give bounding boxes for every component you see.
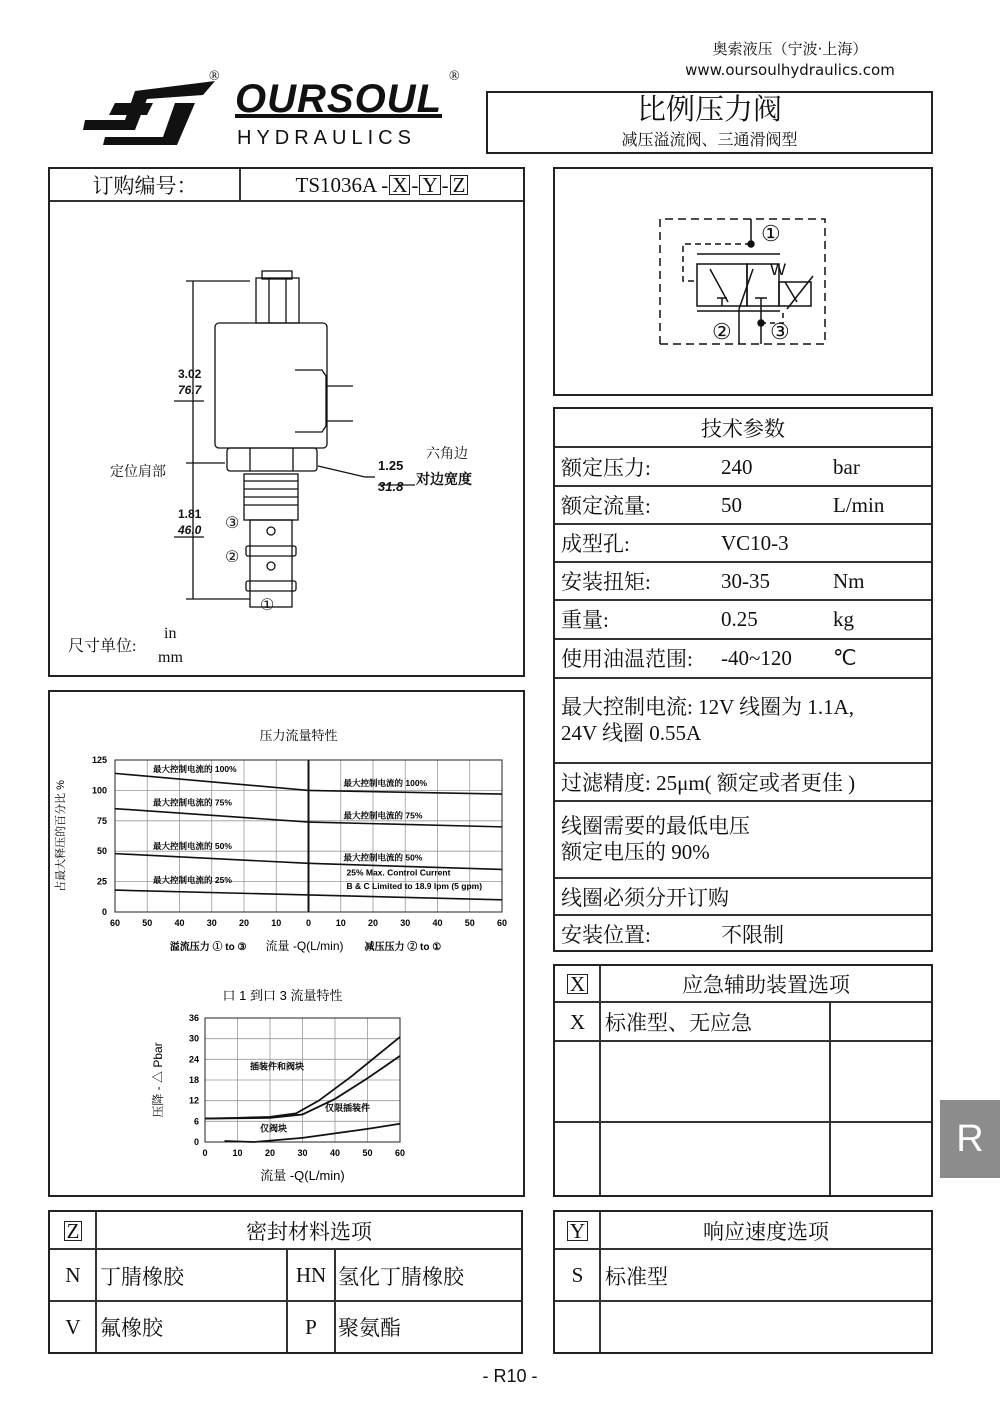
port-1-label: ①: [260, 597, 275, 614]
series-label: 仅阀块: [260, 1123, 288, 1134]
x-tick-label: 60: [496, 918, 508, 928]
registered-mark: ®: [209, 69, 220, 84]
dim-total-mm: 76.7: [178, 383, 202, 397]
chart-note: 25% Max. Control Current: [346, 867, 451, 878]
order-separator: -: [411, 172, 419, 197]
y-axis-label: 占最大释压的百分比 %: [55, 780, 67, 892]
x-axis-label-left: 溢流压力 ① to ③: [169, 942, 247, 953]
hex-in: 1.25: [378, 458, 404, 473]
port-3-label: ③: [225, 515, 240, 532]
dim-lower-in: 1.81: [178, 507, 202, 521]
option-z-code-cell: N: [65, 1263, 81, 1287]
x-tick-label: 40: [432, 918, 443, 928]
tech-specs-table: [553, 407, 933, 952]
option-z-desc-cell: 聚氨酯: [338, 1316, 401, 1340]
spec-note-filter: 过滤精度: 25μm( 额定或者更佳 ): [561, 771, 856, 795]
title-box: [486, 91, 933, 154]
series-label: 最大控制电流的 50%: [343, 852, 423, 863]
x-tick-label: 30: [400, 918, 411, 928]
charts-box: [48, 690, 525, 1197]
section-tab[interactable]: R: [940, 1100, 1000, 1178]
y-tick-label: 6: [193, 1116, 199, 1127]
hydraulic-schematic-box: [553, 167, 933, 396]
x-tick-label: 0: [202, 1148, 208, 1158]
spec-note-voltage: 线圈需要的最低电压: [561, 814, 750, 838]
spec-unit: bar: [833, 454, 860, 479]
spec-value: VC10-3: [721, 530, 789, 555]
schematic-port-1: ①: [761, 221, 781, 246]
option-z-title: 密封材料选项: [246, 1219, 372, 1244]
unit-in: in: [164, 625, 177, 642]
option-z-code-cell: HN: [295, 1263, 327, 1287]
logo-subtext: HYDRAULICS: [237, 127, 416, 149]
unit-mm: mm: [158, 649, 183, 666]
x-tick-label: 20: [264, 1148, 276, 1158]
spec-label: 重量:: [561, 608, 609, 632]
x-tick-label: 50: [142, 918, 153, 928]
dim-lower-mm: 46.0: [178, 523, 202, 537]
website-link[interactable]: www.oursoulhydraulics.com: [685, 61, 895, 79]
order-z: Z: [450, 175, 469, 195]
hex-mm: 31.8: [378, 479, 404, 494]
order-code: [240, 169, 525, 201]
x-axis-label: 流量 -Q(L/min): [260, 1168, 345, 1183]
spec-unit: ℃: [833, 645, 857, 670]
spec-unit: Nm: [833, 568, 865, 593]
spec-unit: L/min: [833, 492, 885, 517]
series-label: 最大控制电流的 25%: [153, 874, 232, 885]
spec-note-voltage-2: 额定电压的 90%: [561, 840, 710, 864]
series-label: 最大控制电流的 75%: [343, 810, 423, 821]
x-tick-label: 40: [174, 918, 185, 928]
spec-label: 使用油温范围:: [561, 647, 693, 671]
spec-label: 安装扭矩:: [561, 570, 651, 594]
registered-mark: ®: [449, 69, 460, 84]
spec-unit: kg: [833, 606, 854, 631]
option-z-code-cell: V: [65, 1314, 81, 1339]
x-tick-label: 20: [238, 918, 250, 928]
y-tick-label: 30: [188, 1033, 199, 1044]
option-y-row-desc: 标准型: [605, 1264, 668, 1289]
option-y-title: 响应速度选项: [703, 1219, 829, 1244]
dim-total-in: 3.02: [178, 367, 202, 381]
pressure-flow-chart: [50, 722, 523, 962]
y-tick-label: 18: [188, 1075, 199, 1085]
series-label: 最大控制电流的 100%: [153, 764, 237, 775]
option-x-table: [553, 964, 933, 1197]
x-tick-label: 50: [362, 1148, 373, 1158]
option-x-title: 应急辅助装置选项: [682, 973, 850, 997]
valve-dimension-drawing: [50, 201, 523, 641]
mount-value: 不限制: [721, 922, 784, 947]
port-2-label: ②: [225, 549, 240, 566]
spec-label: 额定压力:: [561, 456, 651, 480]
x-axis-label-right: 减压压力 ② to ①: [364, 942, 442, 953]
hex-label-2: 对边宽度: [416, 473, 472, 488]
x-tick-label: 10: [335, 918, 346, 928]
page-number: - R10 -: [482, 1366, 538, 1386]
order-separator: -: [441, 172, 449, 197]
y-axis-label: 压降 - △ Pbar: [151, 1042, 165, 1118]
x-tick-label: 0: [305, 918, 312, 928]
port1-to-3-flow-chart: [140, 982, 420, 1192]
y-tick-label: 0: [193, 1137, 199, 1147]
x-tick-label: 10: [232, 1148, 243, 1158]
order-drawing-box: [48, 167, 525, 677]
option-z-desc-cell: 氢化丁腈橡胶: [338, 1264, 464, 1289]
company-name: 奥索液压（宁波·上海）: [712, 40, 868, 58]
y-tick-label: 75: [96, 815, 107, 826]
chart-title: 压力流量特性: [259, 728, 338, 743]
option-z-desc-cell: 丁腈橡胶: [100, 1264, 184, 1289]
x-tick-label: 60: [394, 1148, 406, 1158]
series-label: 最大控制电流的 100%: [343, 778, 428, 789]
spec-label: 额定流量:: [561, 494, 651, 518]
option-x-row-desc: 标准型、无应急: [605, 1011, 752, 1035]
spring-label: W: [770, 260, 787, 279]
y-tick-label: 25: [96, 876, 107, 887]
spec-value: 50: [721, 492, 742, 517]
spec-value: 240: [721, 454, 753, 479]
y-tick-label: 50: [96, 846, 107, 857]
hex-label: 六角边: [426, 447, 468, 462]
y-tick-label: 0: [101, 907, 107, 917]
x-tick-label: 20: [367, 918, 379, 928]
x-tick-label: 10: [271, 918, 282, 928]
y-tick-label: 24: [188, 1054, 199, 1065]
spec-label: 成型孔:: [561, 532, 630, 556]
x-tick-label: 30: [206, 918, 217, 928]
specs-title: 技术参数: [701, 417, 785, 441]
option-x-row-code: X: [569, 1009, 586, 1034]
option-z-code: Z: [64, 1221, 83, 1241]
spec-value: 30-35: [721, 568, 770, 593]
schematic-port-2: ②: [712, 319, 732, 344]
order-x: X: [389, 175, 410, 195]
series-label: 仅限插装件: [325, 1103, 371, 1113]
spec-value: -40~120: [721, 645, 792, 670]
x-tick-label: 60: [109, 918, 121, 928]
mount-label: 安装位置:: [561, 922, 651, 947]
y-tick-label: 100: [91, 785, 107, 796]
option-x-code: X: [567, 974, 588, 994]
series-label: 插装件和阀块: [250, 1061, 305, 1072]
logo: [75, 69, 465, 155]
x-tick-label: 40: [329, 1148, 341, 1158]
option-y-code: Y: [567, 1221, 588, 1241]
y-tick-label: 36: [188, 1013, 199, 1023]
order-label: 订购编号：: [92, 174, 198, 198]
hydraulic-symbol-icon: [655, 214, 835, 349]
series-label: 最大控制电流的 75%: [153, 797, 232, 808]
chart-note: B & C Limited to 18.9 lpm (5 gpm): [346, 880, 483, 891]
x-tick-label: 50: [464, 918, 475, 928]
spec-note-current-24v: 24V 线圈 0.55A: [561, 721, 702, 745]
x-tick-label: 30: [297, 1148, 308, 1158]
page-title: 比例压力阀: [636, 94, 782, 126]
option-y-table: [553, 1210, 933, 1354]
chart-title: 口 1 到口 3 流量特性: [222, 988, 343, 1003]
logo-text: OURSOUL: [235, 77, 442, 121]
spec-value: 0.25: [721, 606, 758, 631]
shoulder-label: 定位肩部: [110, 465, 166, 480]
y-tick-label: 12: [188, 1095, 199, 1106]
order-y: Y: [419, 175, 440, 195]
option-z-table: [48, 1210, 523, 1354]
series-label: 最大控制电流的 50%: [153, 840, 232, 851]
y-tick-label: 125: [91, 755, 107, 765]
schematic-port-3: ③: [770, 319, 790, 344]
option-z-code-cell: P: [305, 1314, 317, 1339]
logo-mark-icon: [75, 75, 225, 155]
spec-note-coil: 线圈必须分开订购: [561, 885, 729, 910]
spec-note-current: 最大控制电流: 12V 线圈为 1.1A,: [561, 695, 855, 719]
x-axis-label: 流量 -Q(L/min): [265, 939, 344, 953]
unit-label: 尺寸单位:: [68, 638, 137, 655]
option-y-row-code: S: [571, 1263, 584, 1287]
page-subtitle: 减压溢流阀、三通滑阀型: [621, 132, 798, 149]
option-z-desc-cell: 氟橡胶: [100, 1316, 163, 1340]
series-line: [225, 1124, 401, 1142]
order-code-base: TS1036A -: [295, 172, 389, 197]
